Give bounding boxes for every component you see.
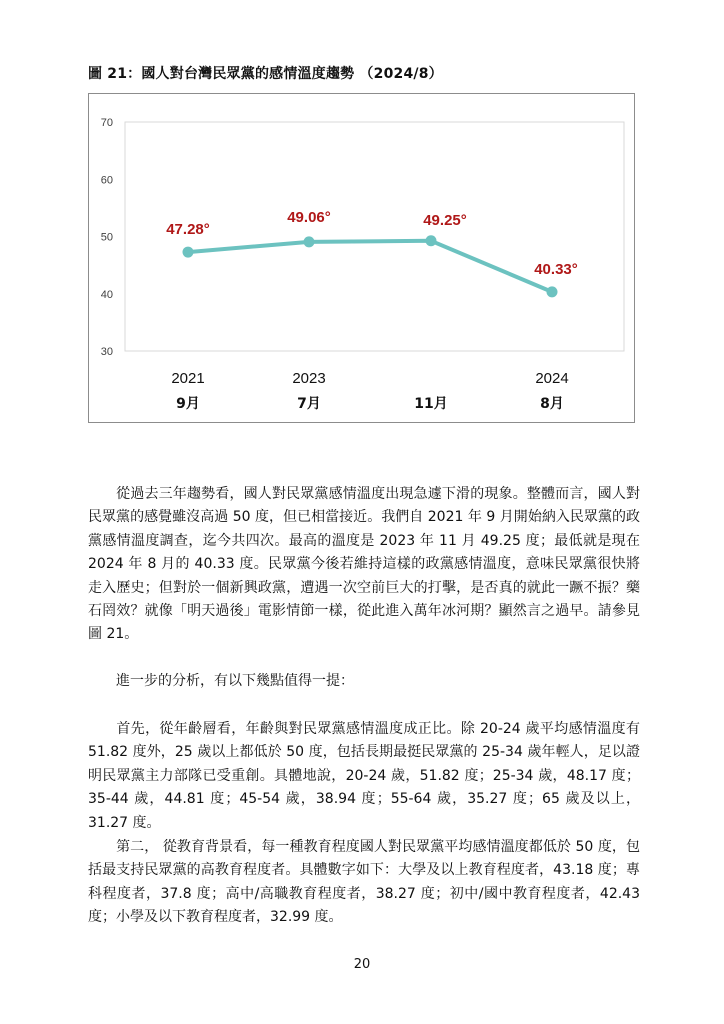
- y-tick-label: 30: [100, 346, 113, 358]
- y-tick-label: 70: [100, 117, 113, 129]
- data-label: 40.33°: [534, 260, 578, 278]
- x-tick-label-year: 2024: [535, 370, 569, 387]
- figure-caption: 圖 21：國人對台灣民眾黨的感情溫度趨勢 （2024/8）: [88, 66, 443, 82]
- data-point: [304, 236, 315, 247]
- series-line: [188, 241, 552, 292]
- y-tick-label: 40: [100, 288, 113, 301]
- data-label: 47.28°: [166, 221, 210, 239]
- data-label: 49.25°: [423, 211, 467, 229]
- paragraph-text: 首先，從年齡層看，年齡與對民眾黨感情溫度成正比。除 20-24 歲平均感情溫度有 51.82 度外，25 歲以上都低於 50 度，包括長期最挺民眾黨的 25-34 歲年輕人，足以證明民眾黨主力部隊已受重創。具體地說，20-24 歲，51.82 度；25-34 歲，48.17 度；35-44 歲，44.81 度；45-54 歲，38.94 度；55-64 歲，35.27 度；65 歲及以上，31.27 度。: [88, 721, 640, 831]
- x-tick-label-month: 7月: [297, 396, 321, 412]
- x-tick-label-year: 2021: [171, 370, 205, 387]
- x-tick-label-month: 8月: [540, 396, 564, 412]
- data-label: 49.06°: [287, 208, 331, 226]
- paragraph-education: [88, 836, 640, 930]
- x-tick-label-month: 11月: [414, 396, 448, 412]
- data-point: [547, 286, 558, 297]
- paragraph-trend: [88, 483, 640, 647]
- y-tick-label: 60: [100, 174, 113, 187]
- page-number: 20: [353, 957, 371, 972]
- x-tick-label-month: 9月: [176, 396, 200, 412]
- paragraph-text: 從過去三年趨勢看，國人對民眾黨感情溫度出現急遽下滑的現象。整體而言，國人對民眾黨的感覺雖沒高過 50 度，但已相當接近。我們自 2021 年 9 月開始納入民眾黨的政黨感情溫度調查，迄今共四次。最高的溫度是 2023 年 11 月 49.25 度；最低就是現在 2024 年 8 月的 40.33 度。民眾黨今後若維持這樣的政黨感情溫度，意味民眾黨很快將走入歷史；但對於一個新興政黨，遭遇一次空前巨大的打擊，是否真的就此一蹶不振？藥石罔效？就像「明天過後」電影情節一樣，從此進入萬年冰河期？顯然言之過早。請參見圖 21。: [88, 486, 640, 643]
- data-point: [183, 247, 194, 258]
- data-point: [426, 235, 437, 246]
- y-tick-label: 50: [100, 231, 113, 244]
- line-chart: [88, 93, 635, 423]
- paragraph-age: [88, 718, 640, 835]
- paragraph-intro: [88, 670, 640, 693]
- paragraph-text: 進一步的分析，有以下幾點值得一提：: [116, 673, 354, 689]
- chart-canvas: [89, 94, 634, 422]
- paragraph-text: 第二， 從教育背景看，每一種教育程度國人對民眾黨平均感情溫度都低於 50 度，包括最支持民眾黨的高教育程度者。具體數字如下：大學及以上教育程度者，43.18 度；專科程度者，37.8 度；高中/高職教育程度者，38.27 度；初中/國中教育程度者，42.43 度；小學及以下教育程度者，32.99 度。: [88, 839, 640, 926]
- x-tick-label-year: 2023: [292, 370, 326, 387]
